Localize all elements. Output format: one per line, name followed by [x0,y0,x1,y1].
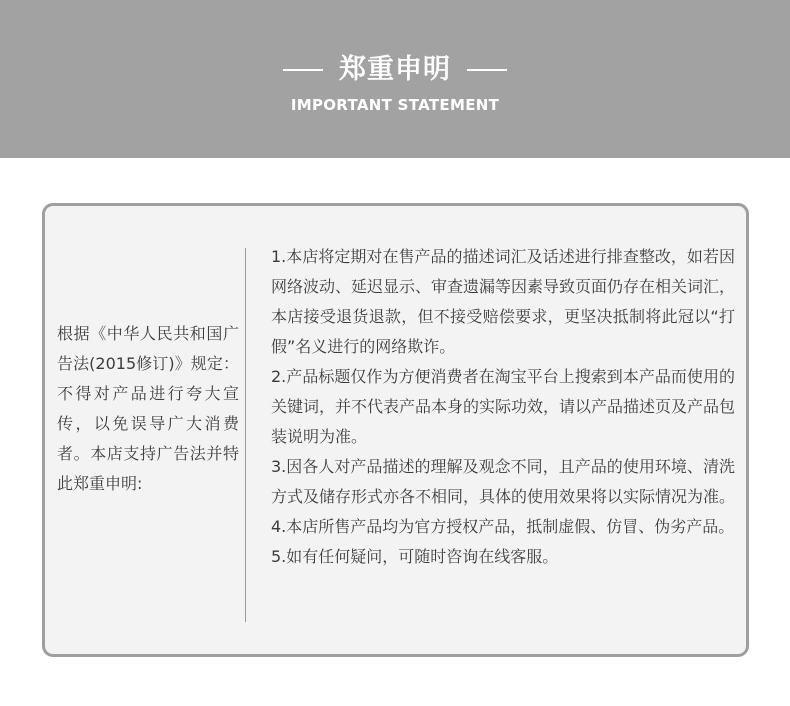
vertical-divider [245,248,246,622]
statement-item-3: 3.因各人对产品描述的理解及观念不同，且产品的使用环境、清洗方式及储存形式亦各不相同，具体的使用效果将以实际情况为准。 [271,457,736,506]
page-title: 郑重申明 [339,54,451,85]
statement-list [271,242,735,572]
title-row [0,52,790,88]
legal-basis-text: 根据《中华人民共和国广告法(2015修订)》规定：不得对产品进行夸大宣传，以免误导广大消费者。本店支持广告法并特此郑重申明: [57,324,239,493]
page-subtitle: IMPORTANT STATEMENT [290,96,500,114]
statement-card [42,203,749,657]
statement-item-2: 2.产品标题仅作为方便消费者在淘宝平台上搜索到本产品而使用的关键词，并不代表产品本身的实际功效，请以产品描述页及产品包装说明为准。 [271,367,736,446]
statement-item-1: 1.本店将定期对在售产品的描述词汇及话述进行排查整改，如若因网络波动、延迟显示、审查遗漏等因素导致页面仍存在相关词汇，本店接受退货退款，但不接受赔偿要求，更坚决抵制将此冠以“打假”名义进行的网络欺诈。 [271,247,736,356]
title-right-line [467,69,507,71]
title-left-line [283,69,323,71]
header-banner [0,0,790,158]
statement-item-4: 4.本店所售产品均为官方授权产品，抵制虚假、仿冒、伪劣产品。 [271,517,735,536]
statement-item-5: 5.如有任何疑问，可随时咨询在线客服。 [271,547,559,566]
